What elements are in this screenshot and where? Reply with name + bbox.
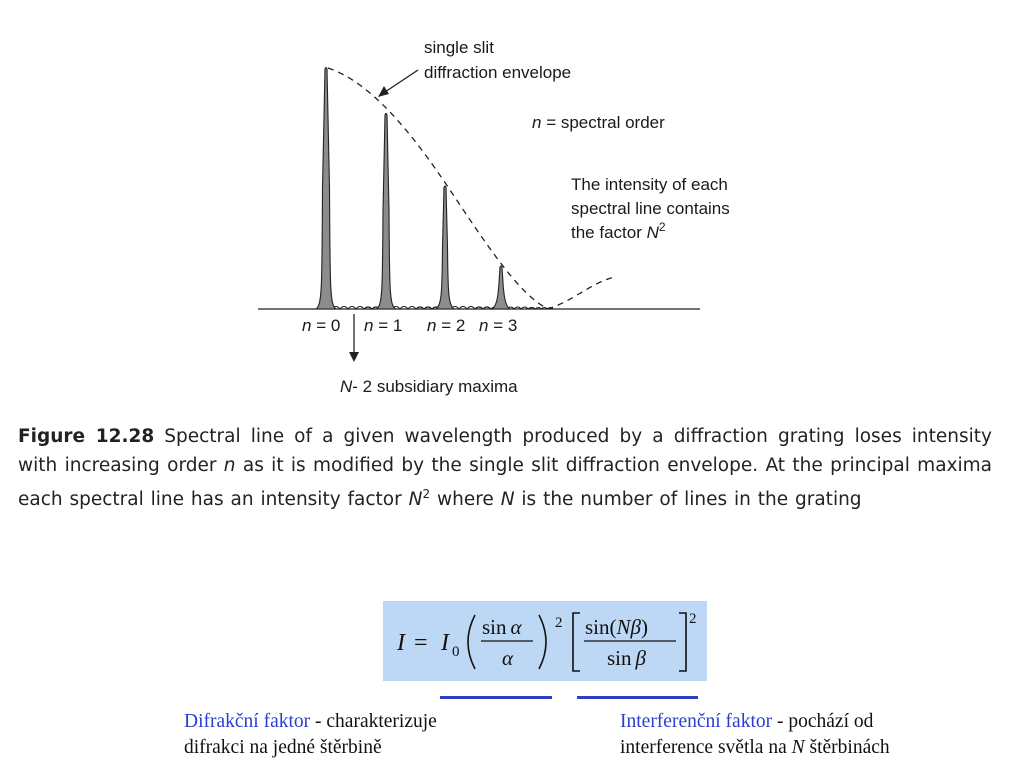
diffraction-factor-name: Difrakční faktor xyxy=(184,711,311,732)
formula-sin-beta-denominator: sin β xyxy=(607,646,646,670)
intensity-note-line3: the factor $N^2$ xyxy=(571,220,666,242)
envelope-arrow-head xyxy=(378,86,389,97)
formula-sin-nbeta: sin(Nβ) xyxy=(585,615,648,639)
principal-maximum-n2 xyxy=(436,186,454,309)
principal-maximum-n0 xyxy=(316,68,336,310)
order-label-2: n = 2 xyxy=(427,316,466,335)
intensity-note-line1: The intensity of each xyxy=(571,175,728,194)
caption-label: Figure 12.28 xyxy=(18,426,155,447)
figure-caption: Figure 12.28 Spectral line of a given wavelength produced by a diffraction grating loses intensity with increasing order n as it is modified by the single slit diffraction envelope. At the principal maxima each spectral line has an intensity factor $N^2$ where N is the number of lines in the grating xyxy=(18,426,992,511)
intensity-formula xyxy=(383,601,707,681)
order-label-0: n = 0 xyxy=(302,316,341,335)
spectral-order-label: n = spectral order xyxy=(532,113,665,132)
formula-i0: I xyxy=(441,630,449,656)
subsidiary-arrow-head xyxy=(349,352,359,362)
order-label-3: n = 3 xyxy=(479,316,518,335)
diffraction-factor-underline xyxy=(440,696,552,699)
envelope-label-line2: diffraction envelope xyxy=(424,63,572,82)
formula-alpha-denominator: α xyxy=(502,646,514,670)
envelope-arrow xyxy=(385,70,418,92)
intensity-note-line2: spectral line contains xyxy=(571,199,730,218)
order-label-1: n = 1 xyxy=(364,316,403,335)
formula-sin-alpha: sin α xyxy=(482,615,522,639)
formula-equals: = xyxy=(414,630,428,656)
subsidiary-maxima-label: N- 2 subsidiary maxima xyxy=(340,377,518,396)
svg-text:0: 0 xyxy=(452,644,460,660)
diffraction-factor-note: Difrakční faktor - charakterizuje difrakci na jedné štěrbině xyxy=(184,711,437,758)
interference-factor-note: Interferenční faktor - pochází od interference světla na N štěrbinách xyxy=(620,711,890,758)
interference-factor-underline xyxy=(577,696,698,699)
principal-maxima xyxy=(316,68,510,310)
principal-maximum-n1 xyxy=(377,113,396,309)
interference-factor-name: Interferenční faktor xyxy=(620,711,773,732)
envelope-label-line1: single slit xyxy=(424,38,494,57)
formula-exp-2: 2 xyxy=(689,611,697,627)
formula-exp-1: 2 xyxy=(555,615,563,631)
formula-lhs: I xyxy=(397,630,405,656)
